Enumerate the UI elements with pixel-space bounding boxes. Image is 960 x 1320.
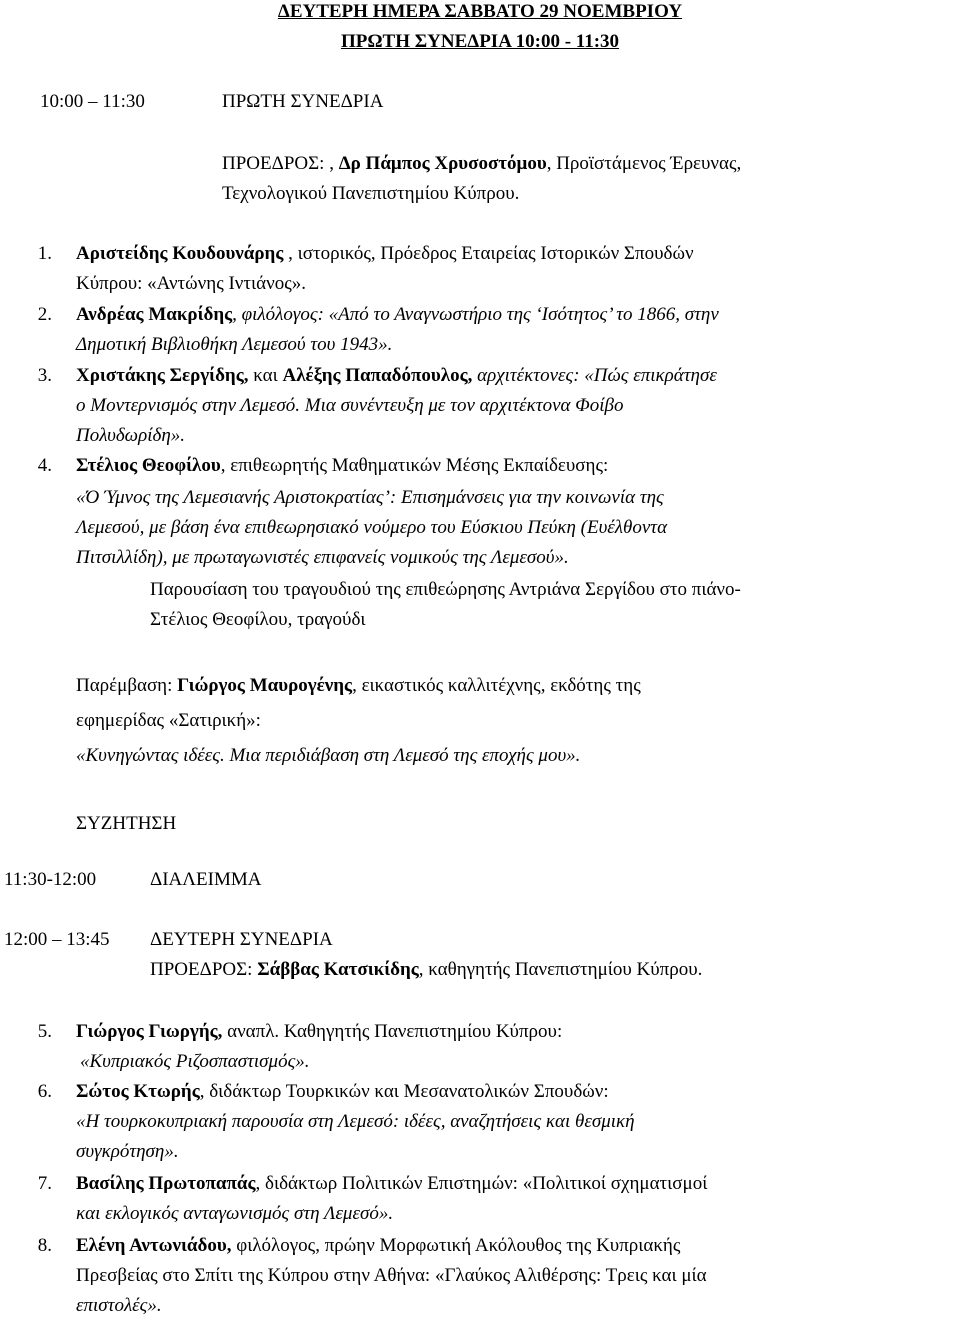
item-line	[76, 240, 694, 268]
break-time: 11:30-12:00	[4, 869, 97, 890]
item-number: 3.	[37, 365, 52, 386]
day-title: ΔΕΥΤΕΡΗ ΗΜΕΡΑ ΣΑΒΒΑΤΟ 29 ΝΟΕΜΒΡΙΟΥ	[277, 1, 683, 22]
speaker-name: Ελένη Αντωνιάδου,	[76, 1235, 232, 1256]
item-number: 6.	[37, 1081, 52, 1102]
speaker-name: Ανδρέας Μακρίδης	[76, 304, 233, 325]
speaker-name: Χριστάκης Σεργίδης,	[76, 365, 249, 386]
intervention-line2: εφημερίδας «Σατιρική»:	[76, 710, 261, 731]
talk-title-cont: επιστολές».	[76, 1295, 162, 1316]
session1-chair-line2: Τεχνολογικού Πανεπιστημίου Κύπρου.	[222, 183, 520, 204]
speaker-role: φιλόλογος, πρώην Μορφωτική Ακόλουθος της Κυπριακής	[231, 1235, 681, 1256]
session-title: ΠΡΩΤΗ ΣΥΝΕΔΡΙΑ 10:00 - 11:30	[340, 31, 620, 52]
talk-title-cont: συγκρότηση».	[76, 1141, 179, 1162]
talk-title: ο Μοντερνισμός στην Λεμεσό. Μια συνέντευξη με τον αρχιτέκτονα Φοίβο	[76, 395, 624, 416]
speaker-role: , διδάκτωρ Τουρκικών και Μεσανατολικών Σπουδών:	[199, 1081, 609, 1102]
intervention-rest: , εικαστικός καλλιτέχνης, εκδότης της	[352, 675, 641, 696]
intervention-name: Γιώργος Μαυρογένης	[177, 675, 353, 696]
break-label: ΔΙΑΛΕΙΜΜΑ	[150, 869, 262, 890]
speaker-name: Βασίλης Πρωτοπαπάς	[76, 1173, 256, 1194]
speaker-role: αναπλ. Καθηγητής Πανεπιστημίου Κύπρου:	[222, 1021, 563, 1042]
talk-title: «Κυπριακός Ριζοσπαστισμός».	[80, 1051, 310, 1072]
item-number: 8.	[37, 1235, 52, 1256]
chair-prefix: ΠΡΟΕΔΡΟΣ:	[150, 959, 258, 980]
item-number: 5.	[37, 1021, 52, 1042]
intervention-title: «Κυνηγώντας ιδέες. Μια περιδιάβαση στη Λεμεσό της εποχής μου».	[76, 745, 581, 766]
session2-chair	[150, 956, 702, 984]
talk-title: Κύπρου: «Αντώνης Ιντιάνος».	[76, 273, 306, 294]
speaker-name-2: Αλέξης Παπαδόπουλος,	[282, 365, 473, 386]
conjunction: και	[248, 365, 283, 386]
speaker-role: , επιθεωρητής Μαθηματικών Μέσης Εκπαίδευσης:	[220, 455, 609, 476]
chair-name: Σάββας Κατσικίδης	[257, 959, 419, 980]
session1-label: ΠΡΩΤΗ ΣΥΝΕΔΡΙΑ	[222, 91, 384, 112]
speaker-role: , ιστορικός, Πρόεδρος Εταιρείας Ιστορικών Σπουδών	[283, 243, 694, 264]
talk-title-cont: Λεμεσού, με βάση ένα επιθεωρησιακό νούμερο του Εύσκιου Πεύκη (Ευέλθοντα	[76, 517, 668, 538]
chair-prefix: ΠΡΟΕΔΡΟΣ: ,	[222, 153, 339, 174]
talk-title: «Ό Ύμνος της Λεμεσιανής Αριστοκρατίας’: Επισημάνσεις για την κοινωνία της	[76, 487, 664, 508]
talk-title-cont: Πιτσιλλίδη), με πρωταγωνιστές επιφανείς νομικούς της Λεμεσού».	[76, 547, 569, 568]
item-number: 4.	[37, 455, 52, 476]
chair-rest: , καθηγητής Πανεπιστημίου Κύπρου.	[418, 959, 703, 980]
speaker-name: Σώτος Κτωρής	[76, 1081, 200, 1102]
performance-line2: Στέλιος Θεοφίλου, τραγούδι	[150, 609, 366, 630]
item-number: 7.	[37, 1173, 52, 1194]
item-number: 1.	[37, 243, 52, 264]
talk-title-cont: Πολυδωρίδη».	[76, 425, 185, 446]
talk-title: και εκλογικός ανταγωνισμός στη Λεμεσό».	[76, 1203, 394, 1224]
session1-time: 10:00 – 11:30	[40, 91, 145, 112]
talk-title: Δημοτική Βιβλιοθήκη Λεμεσού του 1943».	[76, 334, 393, 355]
speaker-name: Γιώργος Γιωργής,	[76, 1021, 223, 1042]
session1-chair	[222, 150, 741, 178]
session2-label: ΔΕΥΤΕΡΗ ΣΥΝΕΔΡΙΑ	[150, 929, 333, 950]
speaker-name: Στέλιος Θεοφίλου	[76, 455, 221, 476]
speaker-role: , διδάκτωρ Πολιτικών Επιστημών: «Πολιτικοί σχηματισμοί	[255, 1173, 708, 1194]
intervention-line1	[76, 672, 641, 700]
talk-title: «Η τουρκοκυπριακή παρουσία στη Λεμεσό: ιδέες, αναζητήσεις και θεσμική	[76, 1111, 635, 1132]
speaker-name: Αριστείδης Κουδουνάρης	[76, 243, 284, 264]
speaker-role: , φιλόλογος: «Από το Αναγνωστήριο της ‘Ισότητος’ το 1866, στην	[232, 304, 719, 325]
chair-rest: , Προϊστάμενος Έρευνας,	[546, 153, 742, 174]
discussion-label: ΣΥΖΗΤΗΣΗ	[76, 813, 177, 834]
item-number: 2.	[37, 304, 52, 325]
session2-time: 12:00 – 13:45	[4, 929, 110, 950]
intervention-prefix: Παρέμβαση:	[76, 675, 178, 696]
talk-title: Πρεσβείας στο Σπίτι της Κύπρου στην Αθήνα: «Γλαύκος Αλιθέρσης: Τρεις και μία	[76, 1265, 707, 1286]
chair-name: Δρ Πάμπος Χρυσοστόμου	[338, 153, 547, 174]
performance-line1: Παρουσίαση του τραγουδιού της επιθεώρησης Αντριάνα Σεργίδου στο πιάνο-	[150, 579, 741, 600]
speaker-role: αρχιτέκτονες: «Πώς επικράτησε	[472, 365, 717, 386]
